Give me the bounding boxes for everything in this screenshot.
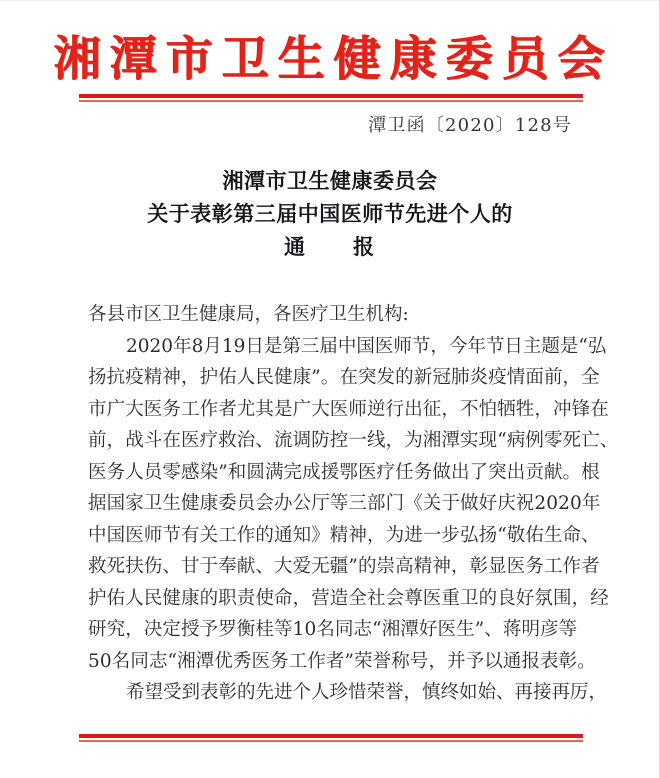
rule-thin-bar [79, 740, 583, 742]
title-line-doctype: 通 报 [284, 234, 376, 259]
body-paragraph-line: 扬抗疫精神，护佑人民健康”。在突发的新冠肺炎疫情面前，全 [88, 367, 600, 388]
salutation-line: 各县市区卫生健康局，各医疗卫生机构: [88, 304, 409, 325]
document-number: 潭卫函〔2020〕128号 [368, 115, 572, 136]
masthead-divider-rule-top [79, 94, 583, 103]
rule-thin-bar [79, 100, 583, 102]
body-paragraph-line: 据国家卫生健康委员会办公厅等三部门《关于做好庆祝2020年 [88, 493, 601, 514]
closing-paragraph-line: 希望受到表彰的先进个人珍惜荣誉，慎终如始、再接再厉， [126, 682, 608, 703]
title-line-subject: 关于表彰第三届中国医师节先进个人的 [147, 201, 513, 226]
body-paragraph-line: 前，战斗在医疗救治、流调防控一线，为湘潭实现“病例零死亡、 [88, 430, 619, 451]
body-paragraph-line: 救死扶伤、甘于奉献、大爱无疆”的崇高精神，彰显医务工作者 [88, 556, 600, 577]
document-body [88, 299, 619, 709]
body-paragraph-line: 中国医师节有关工作的通知》精神，为进一步弘扬“敬佑生命、 [88, 524, 600, 546]
title-line-authority: 湘潭市卫生健康委员会 [222, 168, 438, 193]
body-paragraph-line: 研究，决定授予罗衡桂等10名同志“湘潭好医生”、蒋明彦等 [88, 619, 578, 640]
issuing-authority-masthead: 湘潭市卫生健康委员会 [54, 32, 614, 87]
body-paragraph-line: 2020年8月19日是第三届中国医师节，今年节日主题是“弘 [126, 335, 607, 357]
masthead-banner [0, 29, 659, 91]
body-paragraph-line: 医务人员零感染”和圆满完成援鄂医疗任务做出了突出贡献。根 [88, 461, 600, 483]
body-paragraph-line: 护佑人民健康的职责使命，营造全社会尊医重卫的良好氛围，经 [88, 587, 609, 609]
document-title-block [70, 164, 590, 263]
body-paragraph-line: 市广大医务工作者尤其是广大医师逆行出征，不怕牺牲，冲锋在 [88, 398, 609, 420]
footer-divider-rule-bottom [79, 734, 583, 743]
body-paragraph-line: 50名同志“湘潭优秀医务工作者”荣誉称号，并予以通报表彰。 [88, 650, 596, 672]
